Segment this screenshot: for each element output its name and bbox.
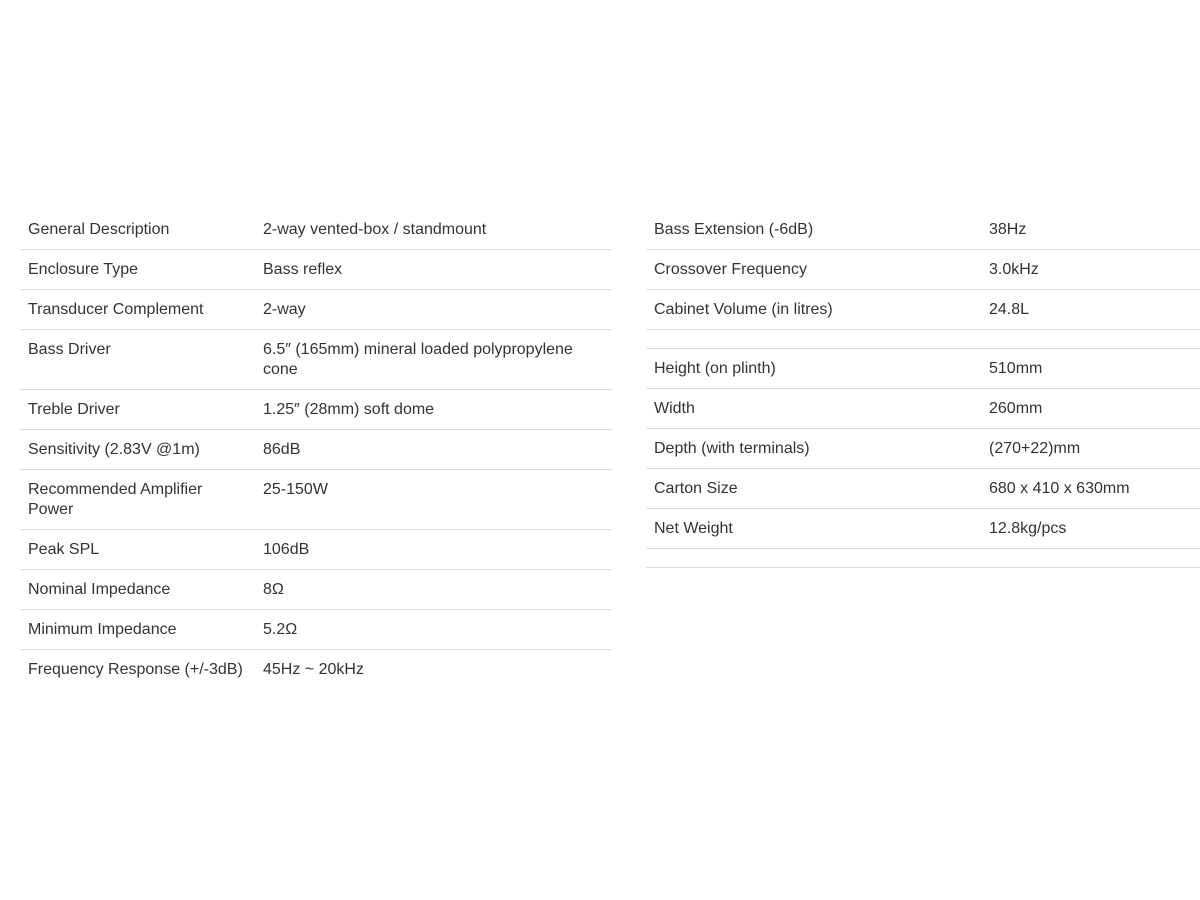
spec-value: 260mm	[981, 389, 1200, 429]
spec-row	[20, 430, 612, 470]
spec-value: 3.0kHz	[981, 250, 1200, 290]
spec-value: Bass reflex	[255, 250, 612, 290]
spec-row	[646, 509, 1200, 549]
spec-label: Depth (with terminals)	[646, 429, 981, 469]
spec-label: Transducer Complement	[20, 290, 255, 330]
spec-spacer-cell	[646, 549, 981, 568]
spec-row	[20, 290, 612, 330]
spec-row-spacer	[646, 330, 1200, 349]
spec-value: 25-150W	[255, 470, 612, 530]
spec-label: Bass Driver	[20, 330, 255, 390]
spec-value: 5.2Ω	[255, 610, 612, 650]
spec-row	[646, 349, 1200, 389]
spec-row	[646, 250, 1200, 290]
spec-label: Cabinet Volume (in litres)	[646, 290, 981, 330]
spec-spacer-cell	[981, 330, 1200, 349]
spec-table-left	[20, 210, 612, 689]
spec-label: Peak SPL	[20, 530, 255, 570]
spec-label: General Description	[20, 210, 255, 250]
spec-row	[20, 530, 612, 570]
spec-row	[20, 210, 612, 250]
spec-label: Sensitivity (2.83V @1m)	[20, 430, 255, 470]
spec-row	[20, 330, 612, 390]
spec-label: Frequency Response (+/-3dB)	[28, 661, 243, 678]
spec-row	[646, 469, 1200, 509]
spec-label: Net Weight	[646, 509, 981, 549]
spec-label: Treble Driver	[20, 390, 255, 430]
spec-value: 2-way vented-box / standmount	[255, 210, 612, 250]
spec-label: Height (on plinth)	[646, 349, 981, 389]
spec-spacer-cell	[981, 549, 1200, 568]
spec-value: 86dB	[255, 430, 612, 470]
spec-label: Recommended Amplifier Power	[20, 470, 255, 530]
spec-row	[20, 650, 612, 690]
spec-row-spacer	[646, 549, 1200, 568]
spec-row	[646, 210, 1200, 250]
spec-value: 2-way	[255, 290, 612, 330]
spec-value: 24.8L	[981, 290, 1200, 330]
spec-row	[20, 570, 612, 610]
spec-row	[20, 470, 612, 530]
spec-row	[20, 610, 612, 650]
spec-label: Carton Size	[646, 469, 981, 509]
spec-value: (270+22)mm	[981, 429, 1200, 469]
spec-label: Nominal Impedance	[20, 570, 255, 610]
spec-value: 12.8kg/pcs	[981, 509, 1200, 549]
spec-value: 106dB	[255, 530, 612, 570]
spec-table-right	[646, 210, 1200, 568]
spec-row	[20, 390, 612, 430]
spec-label: Minimum Impedance	[20, 610, 255, 650]
spec-spacer-cell	[646, 330, 981, 349]
spec-value: 45Hz ~ 20kHz	[263, 661, 364, 678]
spec-label: Width	[646, 389, 981, 429]
spec-value: 6.5″ (165mm) mineral loaded polypropylene cone	[255, 330, 612, 390]
spec-value: 510mm	[981, 349, 1200, 389]
spec-row	[646, 290, 1200, 330]
spec-value: 8Ω	[255, 570, 612, 610]
spec-value: 680 x 410 x 630mm	[981, 469, 1200, 509]
spec-label: Crossover Frequency	[646, 250, 981, 290]
spec-row	[20, 250, 612, 290]
spec-row	[646, 389, 1200, 429]
spec-row	[646, 429, 1200, 469]
spec-label: Enclosure Type	[20, 250, 255, 290]
spec-label: Bass Extension (-6dB)	[646, 210, 981, 250]
spec-value: 1.25″ (28mm) soft dome	[255, 390, 612, 430]
spec-value: 38Hz	[981, 210, 1200, 250]
